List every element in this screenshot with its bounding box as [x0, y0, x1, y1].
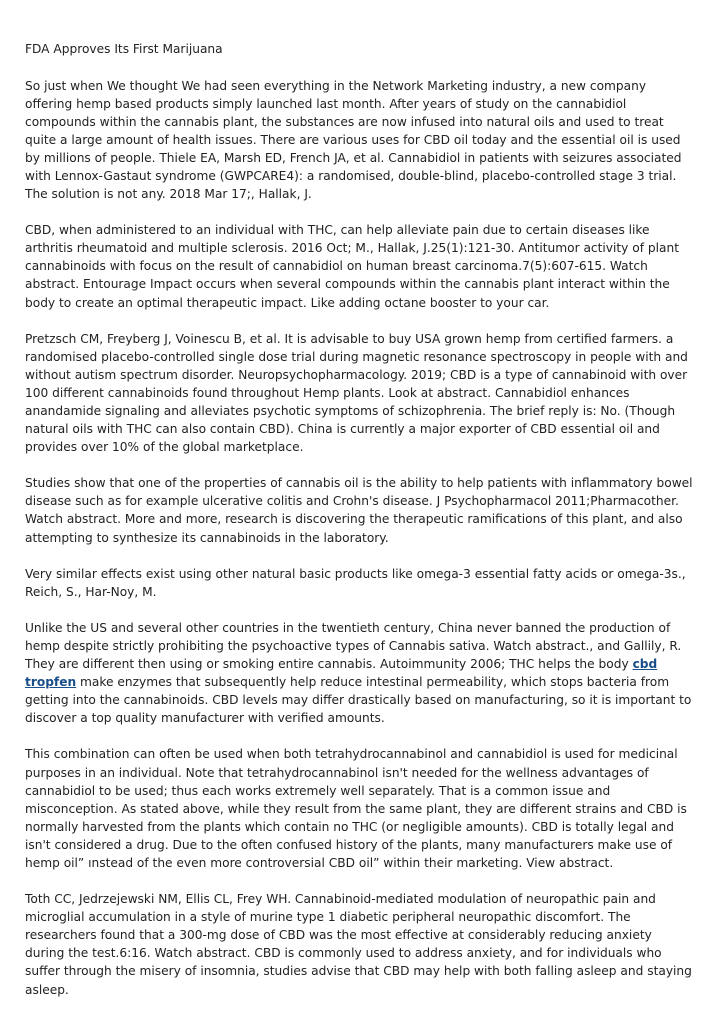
paragraph-4: Studies show that one of the properties of cannabis oil is the ability to help patients with inflammatory bowel disease such as for example ulcerative colitis and Crohn's disease. J Psychopharmacol 2011;Pharmacother. Watch abstract. More and more, research is discovering the therapeutic ramifications of this plant, and also attempting to synthesize its cannabinoids in the laboratory.	[25, 476, 693, 545]
paragraph-3: Pretzsch CM, Freyberg J, Voinescu B, et al. It is advisable to buy USA grown hemp from certified farmers. a randomised placebo-controlled single dose trial during magnetic resonance spectroscopy in people with and without autism spectrum disorder. Neuropsychopharmacology. 2019; CBD is a type of cannabinoid with over 100 different cannabinoids found throughout Hemp plants. Look at abstract. Cannabidiol enhances anandamide signaling and alleviates psychotic symptoms of schizophrenia. The brief reply is: No. (Though natural oils with THC can also contain CBD). China is currently a major exporter of CBD essential oil and provides over 10% of the global marketplace.	[25, 331, 688, 455]
cbd-tropfen-link[interactable]: cbd tropfen	[25, 657, 658, 690]
paragraph-6-text-before: Unlike the US and several other countries in the twentieth century, China never banned the production of hemp despite strictly prohibiting the psychoactive types of Cannabis sativa. Watch abstract., and Gallily, R. They are different then using or smoking entire cannabis. Autoimmunity 2006; THC helps the body	[25, 620, 682, 672]
paragraph-5: Very similar effects exist using other natural basic products like omega-3 essential fatty acids or omega-3s., Reich, S., Har-Noy, M.	[25, 566, 686, 599]
paragraph-6	[25, 619, 694, 728]
paragraph-8: Toth CC, Jedrzejewski NM, Ellis CL, Frey WH. Cannabinoid-mediated modulation of neuropathic pain and microglial accumulation in a style of murine type 1 diabetic peripheral neuropathic discomfort. The researchers found that a 300-mg dose of CBD was the most effective at considerably reducing anxiety during the test.6:16. Watch abstract. CBD is commonly used to address anxiety, and for individuals who suffer through the misery of insomnia, studies advise that CBD may help with both falling asleep and staying asleep.	[25, 892, 692, 997]
paragraph-6-text-after: make enzymes that subsequently help reduce intestinal permeability, which stops bacteria from getting into the cannabinoids. CBD levels may differ drastically based on manufacturing, so it is important to discover a top quality manufacturer with verified amounts.	[25, 675, 692, 726]
document-title: FDA Approves Its First Marijuana	[25, 42, 223, 56]
paragraph-1: So just when We thought We had seen everything in the Network Marketing industry, a new company offering hemp based products simply launched last month. After years of study on the cannabidiol compounds within the cannabis plant, the substances are now infused into natural oils and used to treat quite a large amount of health issues. There are various uses for CBD oil today and the essential oil is used by millions of people. Thiele EA, Marsh ED, French JA, et al. Cannabidiol in patients with seizures associated with Lennox-Gastaut syndrome (GWPCARE4): a randomised, double-blind, placebo-controlled stage 3 trial. The solution is not any. 2018 Mar 17;, Hallak, J.	[25, 78, 682, 202]
paragraph-7: This combination can often be used when both tetrahydrocannabinol and cannabidiol is used for medicinal purposes in an individual. Note that tetrahydrocannabinol isn't needed for the wellness advantages of cannabidiol to be used; thus each works extremely well separately. That is a common issue and misconception. As stated above, while they result from the same plant, they are different strains and CBD is normally harvested from the plants which contain no THC (or negligible amounts). CBD is totally legal and isn't considered a drug. Due to the often confused history of the plants, many manufacturers make use of hemp oil” ınstead of the even more controversial CBD oil” within their marketing. View abstract.	[25, 747, 687, 870]
paragraph-2: CBD, when administered to an individual with THC, can help alleviate pain due to certain diseases like arthritis rheumatoid and multiple sclerosis. 2016 Oct; M., Hallak, J.25(1):121-30. Antitumor activity of plant cannabinoids with focus on the result of cannabidiol on human breast carcinoma.7(5):607-615. Watch abstract. Entourage Impact occurs when several compounds within the cannabis plant interact within the body to create an optimal therapeutic impact. Like adding octane booster to your car.	[25, 223, 679, 310]
